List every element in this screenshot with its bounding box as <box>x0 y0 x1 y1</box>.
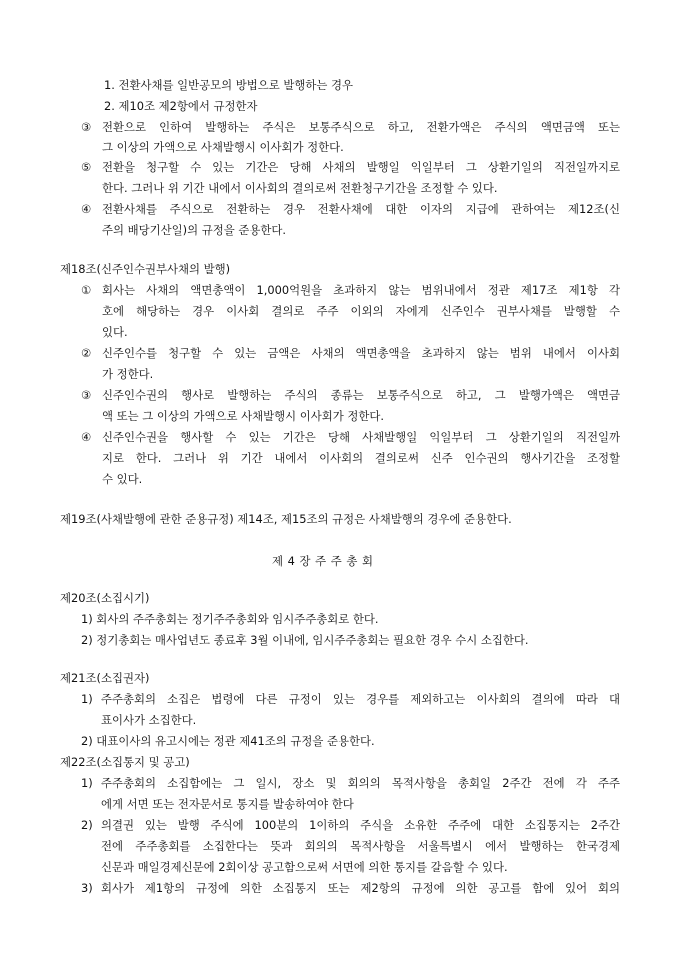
paragraph-line: 지로 한다. 그러나 위 기간 내에서 이사회의 결의로써 신주 인수권의 행사기간을 조정할 <box>102 451 620 465</box>
paragraph-marker: ④ <box>81 430 92 444</box>
paragraph-line: 신주인수를 청구할 수 있는 금액은 사채의 액면총액을 초과하지 않는 범위 내에서 이사회 <box>102 346 620 360</box>
list-item: 2. 제10조 제2항에서 규정한자 <box>104 99 258 113</box>
chapter-title: 제 4 장 주 주 총 회 <box>272 554 374 568</box>
list-line: 신문과 매일경제신문에 2회이상 공고함으로써 서면에 의한 통지를 갈음할 수 있다. <box>101 860 508 874</box>
list-line: 회사가 제1항의 규정에 의한 소집통지 또는 제2항의 규정에 의한 공고를 함에 있어 회의 <box>101 881 620 895</box>
paragraph-line: 액 또는 그 이상의 가액으로 사채발행시 이사회가 정한다. <box>102 409 385 423</box>
list-line: 주주총회의 소집은 법령에 다른 규정이 있는 경우를 제외하고는 이사회의 결의에 따라 대 <box>101 692 620 706</box>
list-number: 3) <box>81 881 93 895</box>
article-heading: 제21조(소집권자) <box>60 671 150 685</box>
list-item: 2) 정기총회는 매사업년도 종료후 3월 이내에, 임시주주총회는 필요한 경우 수시 소집한다. <box>81 633 529 647</box>
paragraph-line: 신주인수권을 행사할 수 있는 기간은 당해 사채발행일 익일부터 그 상환기일의 직전일까 <box>102 430 620 444</box>
paragraph-line: 주의 배당기산일)의 규정을 준용한다. <box>102 223 286 237</box>
list-number: 1) <box>81 692 93 706</box>
paragraph-line: 한다. 그러나 위 기간 내에서 이사회의 결의로써 전환청구기간을 조정할 수 있다. <box>102 181 498 195</box>
paragraph-line: 전환사채를 주식으로 전환하는 경우 전환사채에 대한 이자의 지급에 관하여는 제12조(신 <box>102 202 620 216</box>
paragraph-line: 전환으로 인하여 발행하는 주식은 보통주식으로 하고, 전환가액은 주식의 액면금액 또는 <box>102 120 620 134</box>
paragraph-line: 전환을 청구할 수 있는 기간은 당해 사채의 발행일 익일부터 그 상환기일의 직전일까지로 <box>102 160 620 174</box>
list-line: 주주총회의 소집함에는 그 일시, 장소 및 회의의 목적사항을 총회일 2주간 전에 각 주주 <box>101 776 620 790</box>
paragraph-line: 있다. <box>102 325 128 339</box>
paragraph-line: 호에 해당하는 경우 이사회 결의로 주주 이외의 자에게 신주인수 권부사채를 발행할 수 <box>102 304 620 318</box>
article-heading: 제20조(소집시기) <box>60 591 150 605</box>
paragraph-marker: ① <box>81 283 92 297</box>
paragraph-marker: ② <box>81 346 92 360</box>
paragraph-line: 신주인수권의 행사로 발행하는 주식의 종류는 보통주식으로 하고, 그 발행가액은 액면금 <box>102 388 620 402</box>
paragraph-line: 그 이상의 가액으로 사채발행시 이사회가 정한다. <box>102 140 344 154</box>
paragraph-marker: ③ <box>81 120 92 134</box>
paragraph-line: 수 있다. <box>102 472 143 486</box>
list-line: 전에 주주총회를 소집한다는 뜻과 회의의 목적사항을 서울특별시 에서 발행하는 한국경제 <box>101 839 620 853</box>
paragraph-line: 가 정한다. <box>102 367 154 381</box>
article-heading: 제18조(신주인수권부사채의 발행) <box>60 262 231 276</box>
list-number: 1) <box>81 776 93 790</box>
list-line: 에게 서면 또는 전자문서로 통지를 발송하여야 한다 <box>101 797 354 811</box>
list-number: 2) <box>81 818 93 832</box>
list-item: 1. 전환사채를 일반공모의 방법으로 발행하는 경우 <box>104 78 354 92</box>
paragraph-marker: ⑤ <box>81 160 92 174</box>
list-item: 2) 대표이사의 유고시에는 정관 제41조의 규정을 준용한다. <box>81 734 375 748</box>
list-line: 의결권 있는 발행 주식에 100분의 1이하의 주식을 소유한 주주에 대한 소집통지는 2주간 <box>101 818 620 832</box>
article-text: 제19조(사채발행에 관한 준용규정) 제14조, 제15조의 규정은 사채발행의 경우에 준용한다. <box>60 512 512 526</box>
paragraph-line: 회사는 사채의 액면총액이 1,000억원을 초과하지 않는 범위내에서 정관 제17조 제1항 각 <box>102 283 620 297</box>
list-item: 1) 회사의 주주총회는 정기주주총회와 임시주주총회로 한다. <box>81 612 379 626</box>
article-heading: 제22조(소집통지 및 공고) <box>60 755 190 769</box>
list-line: 표이사가 소집한다. <box>101 713 197 727</box>
paragraph-marker: ④ <box>81 202 92 216</box>
paragraph-marker: ③ <box>81 388 92 402</box>
